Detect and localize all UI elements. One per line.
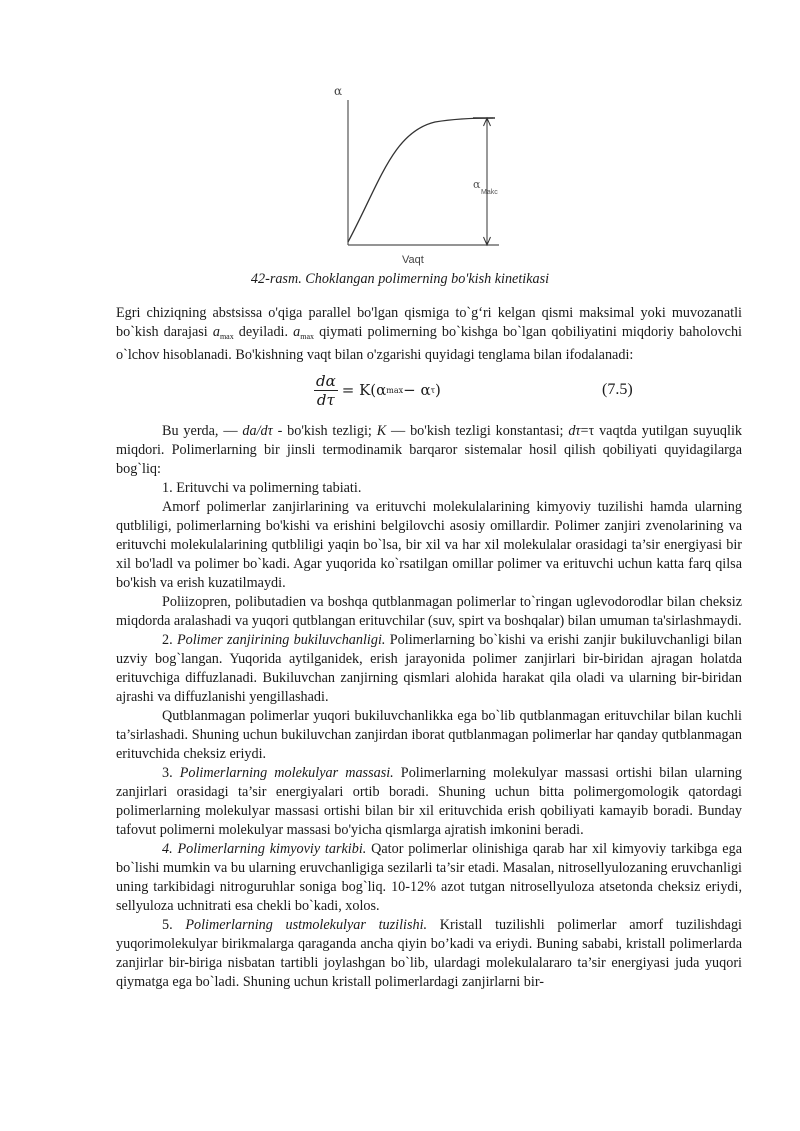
alpha-symbol: a bbox=[293, 324, 301, 340]
body-text bbox=[116, 304, 742, 992]
subscript: max bbox=[386, 386, 404, 395]
paragraph-amorphous-polymers: Amorf polimerlar zanjirlarining va erituvchi molekulalarining kimyoviy tuzilishi hamda ularning qutbliligi, polimerlarning bo'kishi va erishini belgilovchi asosiy omillardir. Polimer zanjiri zvenolarining va erituvchi molekulalarining qutbliligi yaqin bo`lsa, bir xil va har xil molekulalar orasidagi ta’sir energiyasi bir xil bo'ladl va polimer bo`kadi. Agar yuqorida ko`rsatilgan omillar polimer va erituvchi uchun katta farq qilsa bo'kish va erish kuzatilmaydi. bbox=[116, 499, 742, 591]
list-item-4 bbox=[116, 840, 742, 916]
equation-number: (7.5) bbox=[602, 381, 633, 398]
equation-rhs: ) bbox=[435, 381, 441, 399]
equation-rhs: − α bbox=[403, 381, 431, 399]
text-span: — bo'kish tezligi konstantasi; bbox=[386, 423, 569, 439]
item-title: Polimerlarning ustmolekulyar tuzilishi. bbox=[185, 917, 428, 933]
text-span: qiymati polimerning bo`kishga bo`lgan qobiliyatini miqdoriy baholovchi o`lchov hisoblanadi. Bo'kishning vaqt bilan o'zgarishi quyidagi tenglama bilan ifodalanadi: bbox=[116, 324, 743, 363]
fraction-numerator: dα bbox=[316, 372, 336, 390]
text-span: Polimerlarning bo`kishi va erishi zanjir bukiluvchanligi bilan uzviy bog`langan. Yuqorida aytilganidek, erish jarayonida polimer zanjirlari bir-biridan ajragan holatda erituvchiga diffuzlanadi. Bukiluvchan zanjirning qismlari alohida harakat qila oladi va ularning bir-biridan ajrashi va diffuzlanishi yengillashadi. bbox=[116, 632, 742, 705]
derivative-fraction bbox=[314, 372, 338, 409]
paragraph-nonpolar-polymers: Qutblanmagan polimerlar yuqori bukiluvchanlikka ega bo`lib qutblanmagan erituvchilar bilan kuchli ta’sirlashadi. Shuning uchun bukiluvchan zanjirdan iborat qutblanmagan polimerlar har qanday qutblanmagan erituvchida cheksiz eriydi. bbox=[116, 708, 742, 762]
equation-expression bbox=[314, 372, 441, 409]
subscript: max bbox=[300, 332, 314, 341]
list-item-5 bbox=[116, 916, 742, 992]
alpha-symbol: a bbox=[212, 324, 220, 340]
list-item-1: 1. Erituvchi va polimerning tabiati. bbox=[162, 480, 362, 496]
subscript: max bbox=[219, 332, 234, 341]
figure-caption: 42-rasm. Choklangan polimerning bo'kish kinetikasi bbox=[250, 271, 550, 287]
item-number: 3. bbox=[162, 765, 180, 781]
list-item-2 bbox=[116, 631, 742, 707]
text-span: Bu yerda, — bbox=[162, 423, 243, 439]
text-span: Kristall tuzilishli polimerlar amorf tuzilishdagi yuqorimolekulyar birikmalarga qaraganda ancha qiyin bo’kadi va eriydi. Buning sababi, kristall polimerlarda zanjirlar bir-biriga nisbatan tartibli joylashgan bo`lib, ulardagi molekulalararo ta’sir energiyasi juda yuqori qiymatga ega bo`ladi. Shuning uchun kristall polimerlardagi zanjirlarni bir- bbox=[116, 917, 742, 990]
italic-term: K bbox=[376, 423, 387, 439]
text-span: Egri chiziqning abstsissa o'qiga parallel bo'lgan qismiga to`g‘ri kelgan qismi maksimal yoki muvozanatli bo`kish darajasi bbox=[116, 305, 742, 340]
swelling-curve bbox=[348, 118, 493, 242]
item-title: 4. Polimerlarning kimyoviy tarkibi. bbox=[162, 841, 367, 857]
y-axis-label: α bbox=[334, 84, 343, 98]
text-span: =τ vaqtda yutilgan suyuqlik miqdori. Polimerlarning bir jinsli termodinamik barqaror sistemalar hosil qilish qobiliyati quyidagilarga bog`liq: bbox=[116, 423, 742, 477]
paragraph-max-swelling bbox=[116, 304, 742, 365]
text-span: - bo'kish tezligi; bbox=[272, 423, 377, 439]
italic-term: dτ bbox=[568, 423, 581, 439]
fraction-denominator: dτ bbox=[316, 391, 335, 409]
item-number: 5. bbox=[162, 917, 186, 933]
max-label-sub: Makc bbox=[481, 189, 498, 196]
item-title: Polimer zanjirining bukiluvchanligi. bbox=[176, 632, 386, 648]
text-span: Polimerlarning molekulyar massasi ortishi bilan ularning zanjirlari orasidagi ta’sir energiyalari ortib boradi. Shuning uchun bitta polimergomologik qatordagi polimerlarning molekulyar massasi ortishi bilan bir xil erituvchida erish qobiliyati kamayib boradi. Bunday tafovut polimerni molekulyar massasi bo'yicha qismlarga ajratish imkonini beradi. bbox=[116, 765, 743, 838]
paragraph-polyisoprene: Poliizopren, polibutadien va boshqa qutblanmagan polimerlar to`ringan uglevodorodlar bilan cheksiz miqdorda aralashadi va yuqori qutblangan erituvchilar (suv, spirt va boshqalar) bilan umuman ta'sirlashmaydi. bbox=[116, 594, 742, 629]
paragraph-definitions bbox=[116, 422, 742, 479]
text-span: Qator polimerlar olinishiga qarab har xil kimyoviy tarkibga ega bo`lishi mumkin va bu ularning eruvchanligiga sezilarli ta’sir etadi. Masalan, nitrosellyulozaning eruvchanligi uning tarkibidagi nitroguruhlar soniga bog`liq. 10-12% azot tutgan nitrosellyuloza atsetonda cheksiz eriydi, sellyuloza uchnitrati esa chekli bo`kadi, xolos. bbox=[116, 841, 742, 914]
list-item-3 bbox=[116, 764, 742, 840]
subscript: τ bbox=[430, 386, 436, 395]
x-axis-label: Vaqt bbox=[402, 254, 424, 266]
text-span: deyiladi. bbox=[233, 324, 294, 340]
max-label: α bbox=[473, 178, 481, 191]
equation-7-5 bbox=[116, 370, 742, 416]
swelling-curve-graph bbox=[325, 82, 525, 272]
item-title: Polimerlarning molekulyar massasi. bbox=[179, 765, 394, 781]
equation-rhs: = K(α bbox=[341, 381, 387, 399]
italic-term: da/dτ bbox=[242, 423, 273, 439]
swelling-kinetics-figure bbox=[325, 82, 525, 272]
item-number: 2. bbox=[162, 632, 177, 648]
